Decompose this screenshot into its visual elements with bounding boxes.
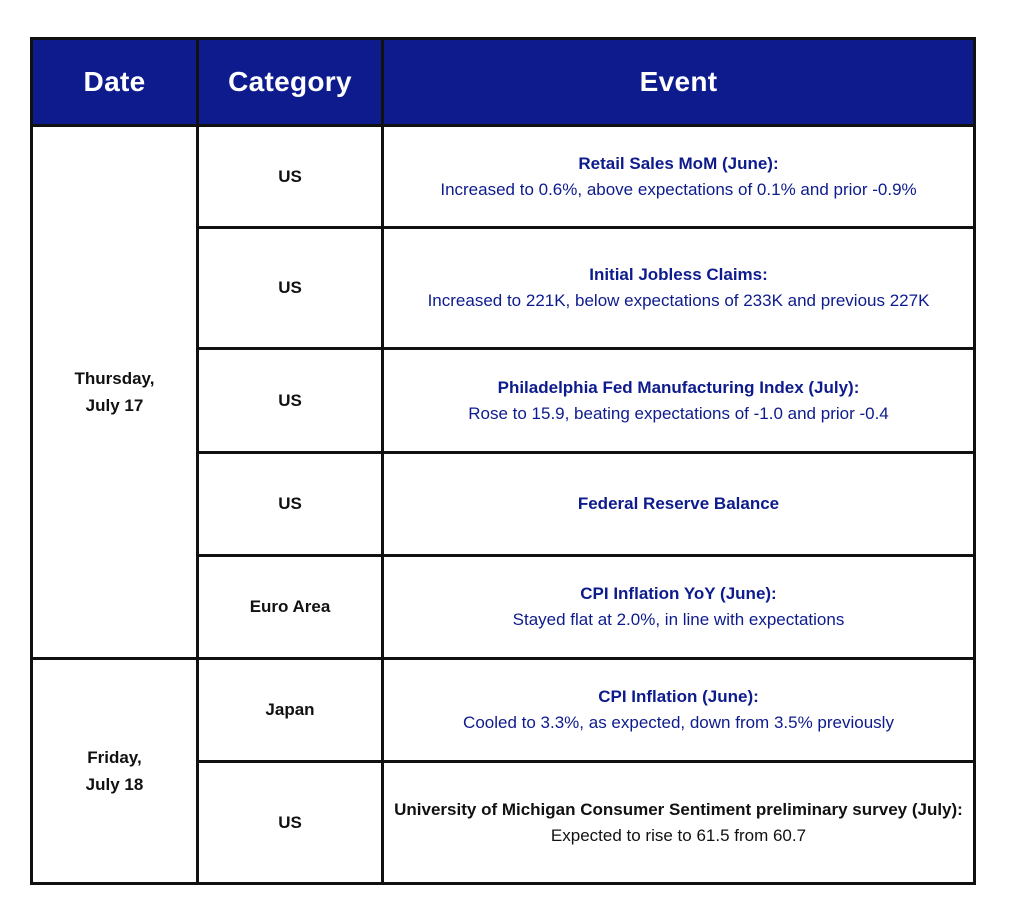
event-title: Philadelphia Fed Manufacturing Index (July): xyxy=(497,377,860,397)
economic-calendar-table xyxy=(30,37,976,885)
category-cell: US xyxy=(198,228,383,349)
event-description: Cooled to 3.3%, as expected, down from 3.5% previously xyxy=(463,713,894,732)
event-column-header: Event xyxy=(383,39,975,126)
event-cell xyxy=(383,762,975,884)
event-title: Retail Sales MoM (June): xyxy=(578,153,779,173)
event-cell xyxy=(383,349,975,453)
date-cell-friday xyxy=(32,659,198,884)
date-cell-thursday xyxy=(32,126,198,659)
category-cell: US xyxy=(198,453,383,556)
date-day: July 18 xyxy=(85,775,144,794)
date-weekday: Friday, xyxy=(87,748,142,767)
category-cell: US xyxy=(198,126,383,228)
event-cell xyxy=(383,556,975,659)
table-row xyxy=(32,659,975,762)
event-title: Federal Reserve Balance xyxy=(577,494,780,513)
date-weekday: Thursday, xyxy=(74,369,155,388)
category-cell: Japan xyxy=(198,659,383,762)
event-title: Initial Jobless Claims: xyxy=(589,265,768,284)
event-title: University of Michigan Consumer Sentiment preliminary survey (July): xyxy=(394,799,963,819)
event-cell xyxy=(383,126,975,228)
event-description: Increased to 221K, below expectations of 233K and previous 227K xyxy=(427,291,930,310)
event-description: Increased to 0.6%, above expectations of 0.1% and prior -0.9% xyxy=(440,179,917,199)
event-cell xyxy=(383,453,975,556)
event-description: Rose to 15.9, beating expectations of -1.0 and prior -0.4 xyxy=(468,403,889,423)
table-row xyxy=(32,126,975,228)
event-title: CPI Inflation YoY (June): xyxy=(580,584,777,603)
event-description: Stayed flat at 2.0%, in line with expectations xyxy=(512,610,845,629)
category-cell: US xyxy=(198,762,383,884)
event-cell xyxy=(383,659,975,762)
date-column-header: Date xyxy=(32,39,198,126)
category-column-header: Category xyxy=(198,39,383,126)
category-cell: Euro Area xyxy=(198,556,383,659)
date-day: July 17 xyxy=(85,396,144,415)
event-description: Expected to rise to 61.5 from 60.7 xyxy=(550,825,807,845)
table-header-row xyxy=(32,39,975,126)
event-cell xyxy=(383,228,975,349)
event-title: CPI Inflation (June): xyxy=(598,687,759,706)
category-cell: US xyxy=(198,349,383,453)
